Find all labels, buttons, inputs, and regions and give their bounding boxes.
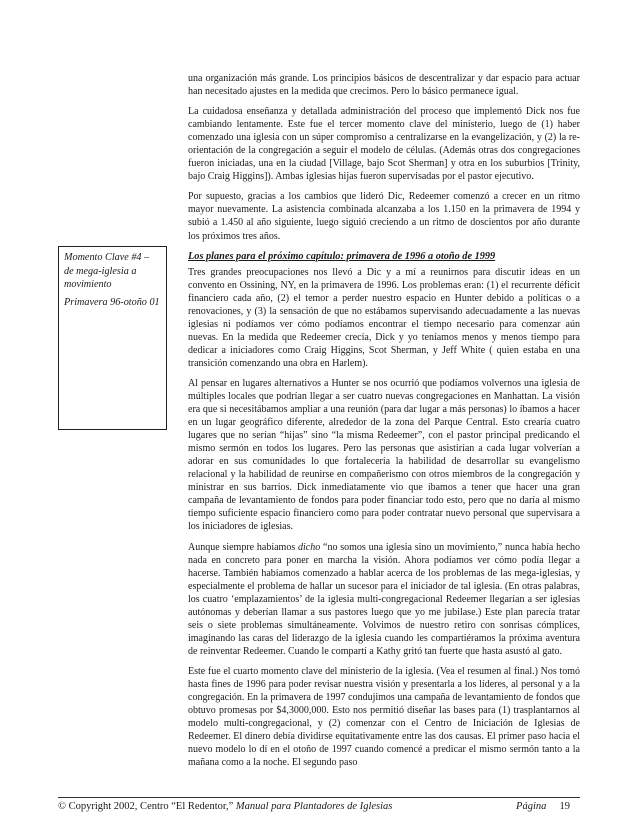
paragraph: La cuidadosa enseñanza y detallada administración del proceso que implementó Dick nos fue cambiando lentamente. Este fue el tercer momento clave del ministerio, luego de (1) haber comenzado una iglesia con un súper compromiso a centralizarse en la evangelización, y (2) la re-orientación de la congregación a seguir el modelo de células. (Además otras dos congregaciones fueron iniciadas, una en la ciudad [Village, bajo Scot Sherman] y otra en los suburbios [Trinity, bajo Craig Higgins]). Ambas iglesias hijas fueron supervisadas por el pastor ejecutivo.: [188, 106, 580, 183]
sidebar-title: Momento Clave #4 – de mega-iglesia a movimiento: [64, 252, 150, 290]
manual-title: Manual para Plantadores de Iglesias: [235, 801, 393, 812]
page-number: 19: [559, 801, 570, 812]
main-text-column: [188, 72, 580, 776]
copyright-text: © Copyright 2002, Centro “El Redentor,”: [58, 801, 234, 812]
page-label: Página: [516, 801, 547, 812]
sidebar-period: Primavera 96-otoño 01: [64, 296, 160, 308]
footer-copyright: [58, 800, 392, 814]
paragraph: Tres grandes preocupaciones nos llevó a Dic y a mí a reunirnos para discutir ideas en un convento en Ossining, NY, en la primavera de 1996. Los problemas eran: (1) el recurrente déficit financiero cada año, (2) el temor a perder nuestro espacio en Hunter debido a políticas o a renovaciones, y (3) la sensación de que no estábamos supervisando adecuadamente a las nuevas iglesias ni podíamos ver cómo podíamos encontrar el tiempo necesario para comenzar aún nuevas. En la medida que Redeemer crecía, Dick y yo teníamos menos y menos tiempo para dedicar a iniciadores como Craig Higgins, Scot Sherman, y Jeff White ( quien estaba en una transición comenzando una obra en Harlem).: [188, 266, 580, 369]
key-moment-sidebar: [58, 246, 167, 430]
emphasis-text: dicho: [298, 541, 321, 553]
paragraph: [188, 541, 580, 658]
paragraph: una organización más grande. Los principios básicos de descentralizar y dar espacio para actuar han necesitado ajustes en la medida que crecimos. Pero lo básico permanece igual.: [188, 73, 580, 98]
paragraph-text: Aunque siempre habíamos: [188, 541, 299, 553]
section-heading: Los planes para el próximo capítulo: primavera de 1996 a otoño de 1999: [188, 250, 496, 262]
paragraph: Por supuesto, gracias a los cambios que lideró Dic, Redeemer comenzó a crecer en un ritmo mayor nuevamente. La asistencia combinada alcanzaba a los 1.150 en la primavera de 1994 y subió a 1.450 al año siguiente, luego siguió creciendo a un ritmo de doscientos por año durante los próximos tres años.: [188, 191, 580, 242]
paragraph-text: “no somos una iglesia sino un movimiento,” nunca había hecho nada en concreto para poner en marcha la visión. Ahora podíamos ver cómo podía llegar a hacerse. También habíamos comenzado a hablar acerca de los problemas de las mega-iglesias, y especialmente el problema de hallar un sucesor para el iniciador de tal iglesia. (En otras palabras, los cuatro ‘emplazamientos’ de la iglesia multi-congregacional Redeemer llegarían a ser iglesias autónomas y deberían llamar a sus pastores luego que yo me jubilase.) Este plan parecía tratar seis o siete problemas simultáneamente. Volvimos de nuestro retiro con sonrisas cómplices, imaginando las caras del liderazgo de la iglesia cuando les compartiéramos la próxima aventura de reinventar Redeemer. Cuando le compartí a Kathy gritó tan fuerte que hasta asustó al gato.: [188, 541, 581, 657]
paragraph: Este fue el cuarto momento clave del ministerio de la iglesia. (Vea el resumen al final.) Nos tomó hasta fines de 1996 para poder revisar nuestra visión y presentarla a los líderes, al personal y a la congregación. En la primavera de 1997 condujimos una campaña de levantamiento de fondos que obtuvo promesas por $4,3000,000. Esto nos permitió diseñar las bases para (1) trasplantarnos al modelo multi-congregacional, y (2) comenzar con el Centro de Iniciación de Iglesias de Redeemer. El dinero debía dividirse equitativamente entre las dos causas. El primer paso hacia el nuevo modelo lo dí en el otoño de 1997 cuando comencé a predicar el mismo sermón tanto a la mañana como a la noche. El segundo paso: [188, 665, 580, 769]
paragraph: Al pensar en lugares alternativos a Hunter se nos ocurrió que podíamos volvernos una iglesia de múltiples locales que podrían llegar a ser cuatro nuevas congregaciones en Manhattan. La visión era que si necesitábamos ampliar a una reunión (para dar lugar a más personas) lo íbamos a hacer en un lugar geográfico diferente, alrededor de la zona del Parque Central. Esto crearía cuatro lugares que no serían “hijas” sino “la misma Redeemer”, con el pastor principal predicando el mismo sermón en todos los lugares. Pero las personas que asistirían a cada lugar volverían a adorar en sus comunidades lo que fortalecería la habilidad de desarrollar su evangelismo relacional y la habilidad de reunirse en compañerismo con otros miembros de la congregación y ministrar en sus barrios. Dick inmediatamente vio que íbamos a tener que hacer una gran campaña de levantamiento de fondos para poder financiar todo esto, pero que no daría al mismo tiempo suficiente espacio financiero como para poder contratar nuevo personal que supervisara a los iniciadores de iglesias.: [188, 377, 580, 533]
footer-divider: [58, 797, 580, 798]
footer-page: [516, 800, 570, 814]
